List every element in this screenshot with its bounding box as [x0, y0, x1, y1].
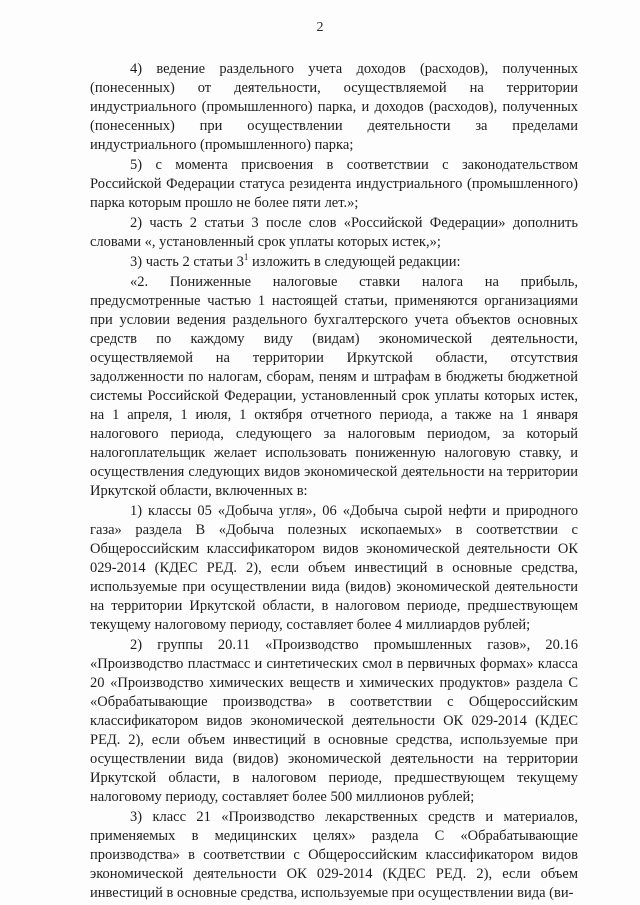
paragraph-item-2: 2) группы 20.11 «Производство промышленных газов», 20.16 «Производство пластмасс и синтетических смол в первичных формах» класса 20 «Производство химических веществ и химических продуктов» раздела C «Обрабатывающие производства» в соответствии с Общероссийским классификатором видов экономической деятельности ОК 029-2014 (КДЕС РЕД. 2), если объем инвестиций в основные средства, используемые при осуществлении вида (видов) экономической деятельности на территории Иркутской области, в налоговом периоде, предшествующем текущему налоговому периоду, составляет более 500 миллионов рублей;	[90, 637, 578, 805]
paragraph-new-part-2: «2. Пониженные налоговые ставки налога на прибыль, предусмотренные частью 1 настоящей статьи, применяются организациями при условии ведения раздельного бухгалтерского учета объектов основных средств по каждому виду (видам) экономической деятельности, осуществляемой на территории Иркутской области, отсутствия задолженности по налогам, сборам, пеням и штрафам в бюджеты бюджетной системы Российской Федерации, установленный срок уплаты которых истек, на 1 апреля, 1 июля, 1 октября отчетного периода, а также на 1 января налогового периода, следующего за налоговым периодом, за который налогоплательщик желает использовать пониженную налоговую ставку, и осуществления следующих видов экономической деятельности на территории Иркутской области, включенных в:	[90, 274, 578, 499]
amendment-3-text-end: изложить в следующей редакции:	[248, 254, 461, 270]
paragraph-item-5: 5) с момента присвоения в соответствии с законодательством Российской Федерации статуса резидента индустриального (промышленного) парка которым прошло не более пяти лет.»;	[90, 157, 578, 211]
paragraph-item-3: 3) класс 21 «Производство лекарственных средств и материалов, применяемых в медицинских целях» раздела C «Обрабатывающие производства» в соответствии с Общероссийским классификатором видов экономической деятельности ОК 029-2014 (КДЕС РЕД. 2), если объем инвестиций в основные средства, используемые при осуществлении вида (ви-	[90, 809, 578, 901]
paragraph-item-4: 4) ведение раздельного учета доходов (расходов), полученных (понесенных) от деятельности, осуществляемой на территории индустриального (промышленного) парка, и доходов (расходов), полученных (понесенных) при осуществлении деятельности за пределами индустриального (промышленного) парка;	[90, 61, 578, 153]
amendment-3-text: 3) часть 2 статьи 3	[130, 254, 244, 270]
paragraph-amendment-2: 2) часть 2 статьи 3 после слов «Российской Федерации» дополнить словами «, установленный срок уплаты которых истек,»;	[90, 215, 578, 250]
document-body	[90, 60, 578, 903]
page-number: 2	[316, 20, 324, 35]
paragraph-amendment-3	[90, 253, 578, 272]
article-superscript: 1	[243, 252, 249, 263]
paragraph-item-1: 1) классы 05 «Добыча угля», 06 «Добыча сырой нефти и природного газа» раздела B «Добыча полезных ископаемых» в соответствии с Общероссийским классификатором видов экономической деятельности ОК 029-2014 (КДЕС РЕД. 2), если объем инвестиций в основные средства, используемые при осуществлении вида (видов) экономической деятельности на территории Иркутской области, в налоговом периоде, предшествующем текущему налоговому периоду, составляет более 4 миллиардов рублей;	[90, 503, 578, 633]
